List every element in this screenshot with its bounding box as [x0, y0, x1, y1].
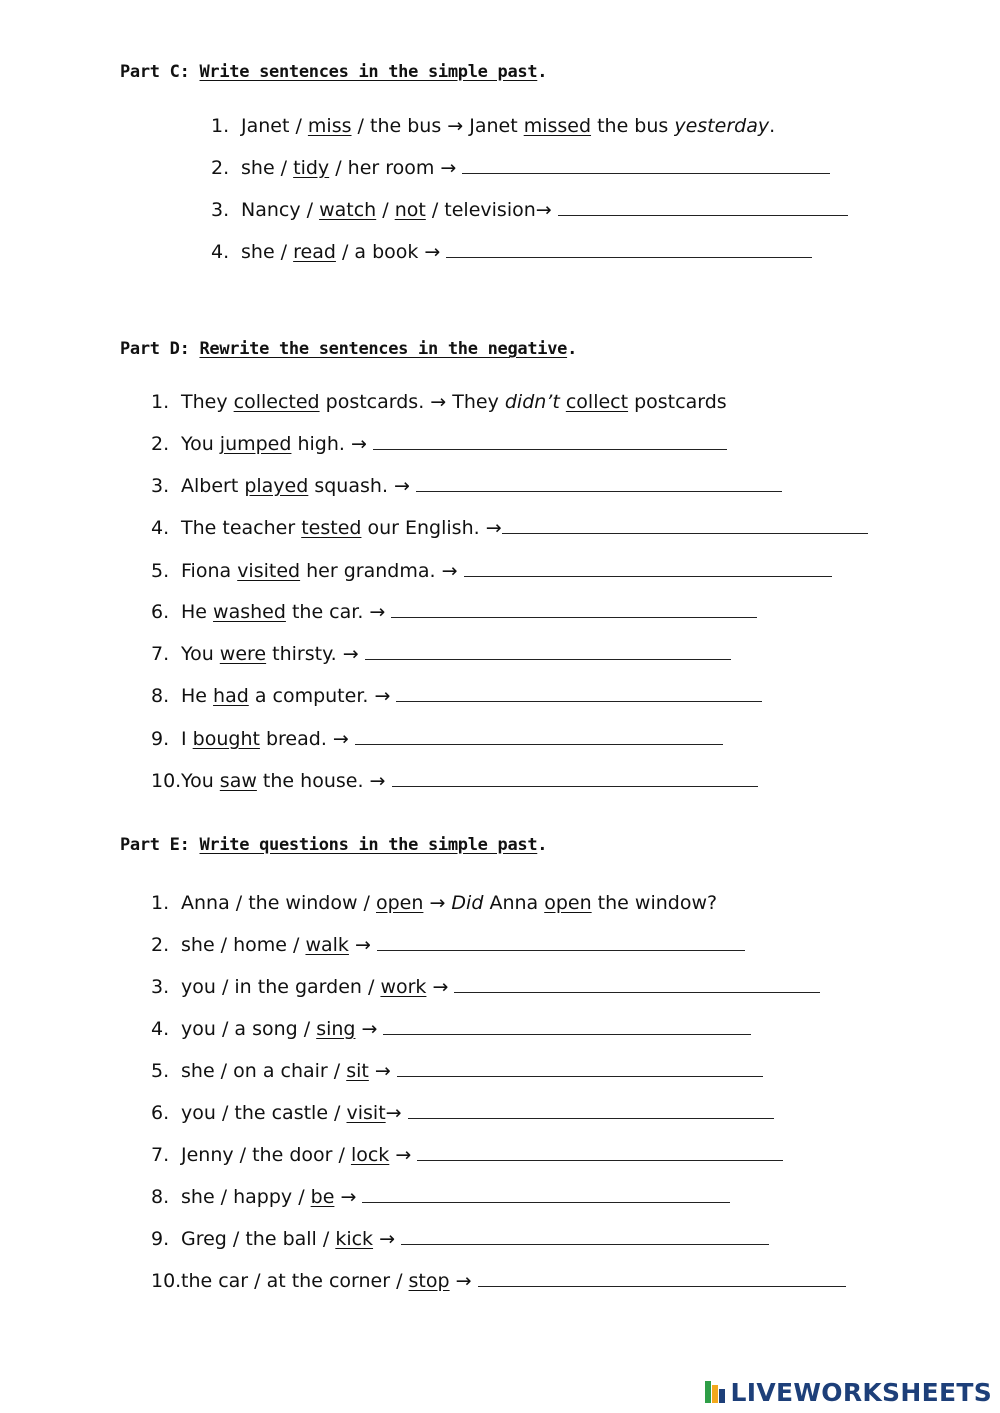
liveworksheets-logo-icon — [705, 1381, 727, 1403]
part-d-heading — [120, 339, 577, 359]
text-segment: thirsty. → — [266, 643, 365, 665]
item-number: 2. — [151, 433, 170, 455]
text-segment: / television→ — [425, 199, 558, 221]
text-segment: They — [181, 391, 234, 413]
verb-underlined: had — [213, 685, 249, 707]
text-segment: → — [348, 934, 377, 956]
verb-underlined: saw — [219, 770, 257, 792]
item-number: 4. — [151, 517, 170, 539]
text-segment: Janet / — [241, 115, 308, 137]
answer-blank[interactable] — [446, 240, 812, 258]
verb-underlined: visited — [237, 560, 301, 582]
item-number: 7. — [151, 1144, 170, 1166]
item-number: 1. — [151, 391, 170, 413]
text-segment: the car / at the corner / — [181, 1270, 409, 1292]
item-text — [181, 1143, 783, 1167]
item-text — [181, 769, 758, 793]
verb-underlined: tidy — [293, 157, 330, 179]
verb-underlined: watch — [319, 199, 377, 221]
text-italic: yesterday — [674, 115, 770, 137]
item-text — [181, 1059, 763, 1083]
text-segment: Jenny / the door / — [181, 1144, 351, 1166]
item-text — [181, 516, 868, 540]
answer-blank[interactable] — [408, 1101, 774, 1119]
text-segment: I — [181, 728, 193, 750]
text-segment: → — [368, 1060, 397, 1082]
text-segment: high. → — [291, 433, 373, 455]
text-segment: the bus — [591, 115, 675, 137]
item-text — [181, 600, 757, 624]
text-segment: You — [181, 433, 220, 455]
item-text — [241, 156, 830, 180]
item-text — [181, 933, 745, 957]
verb-underlined: jumped — [219, 433, 292, 455]
answer-blank[interactable] — [502, 516, 868, 534]
item-text — [181, 1101, 774, 1125]
part-d-label: Part D: — [120, 339, 190, 359]
answer-blank[interactable] — [392, 769, 758, 787]
item-text — [181, 432, 727, 456]
item-number: 9. — [151, 728, 170, 750]
text-segment: / the bus → Janet — [351, 115, 524, 137]
item-text — [181, 1227, 769, 1251]
answer-blank[interactable] — [396, 684, 762, 702]
part-d-period: . — [567, 339, 578, 359]
verb-underlined: washed — [213, 601, 286, 623]
text-segment: the house. → — [256, 770, 392, 792]
answer-blank[interactable] — [355, 727, 723, 745]
item-text — [181, 390, 727, 414]
item-text — [181, 559, 832, 583]
text-segment: Albert — [181, 475, 245, 497]
item-number: 3. — [151, 976, 170, 998]
answer-blank[interactable] — [478, 1269, 846, 1287]
item-number: 5. — [151, 1060, 170, 1082]
item-number: 10. — [151, 1270, 182, 1292]
verb-underlined: missed — [523, 115, 592, 137]
text-segment: Nancy / — [241, 199, 320, 221]
item-text — [181, 474, 782, 498]
item-number: 9. — [151, 1228, 170, 1250]
text-segment: The teacher — [181, 517, 302, 539]
item-text — [181, 1269, 846, 1293]
part-c-heading — [120, 62, 547, 82]
text-segment: → — [449, 1270, 478, 1292]
part-e-title: Write questions in the simple past — [199, 835, 538, 855]
item-number: 7. — [151, 643, 170, 665]
text-segment: squash. → — [308, 475, 416, 497]
part-e-heading — [120, 835, 547, 855]
text-segment: postcards. → They — [319, 391, 505, 413]
text-segment: bread. → — [259, 728, 355, 750]
verb-underlined: be — [310, 1186, 335, 1208]
text-segment: a computer. → — [248, 685, 397, 707]
verb-underlined: collected — [233, 391, 320, 413]
text-segment: → — [423, 892, 452, 914]
verb-underlined: stop — [408, 1270, 450, 1292]
verb-underlined: sit — [346, 1060, 369, 1082]
text-italic: Did — [451, 892, 484, 914]
text-segment: our English. → — [361, 517, 502, 539]
text-segment: postcards — [628, 391, 727, 413]
text-segment: she / happy / — [181, 1186, 311, 1208]
liveworksheets-logo — [705, 1379, 992, 1405]
answer-blank[interactable] — [377, 933, 745, 951]
item-number: 6. — [151, 1102, 170, 1124]
text-segment: her grandma. → — [300, 560, 464, 582]
text-segment: → — [373, 1228, 402, 1250]
answer-blank[interactable] — [462, 156, 830, 174]
text-segment: → — [355, 1018, 384, 1040]
item-number: 3. — [211, 199, 230, 221]
verb-underlined: lock — [350, 1144, 390, 1166]
answer-blank[interactable] — [558, 198, 848, 216]
verb-underlined: open — [376, 892, 424, 914]
verb-underlined: walk — [305, 934, 349, 956]
text-segment: you / the castle / — [181, 1102, 347, 1124]
answer-blank[interactable] — [365, 642, 731, 660]
text-segment: . — [769, 115, 776, 137]
item-number: 5. — [151, 560, 170, 582]
text-segment: → — [389, 1144, 418, 1166]
item-number: 1. — [151, 892, 170, 914]
answer-blank[interactable] — [391, 600, 757, 618]
part-d-title: Rewrite the sentences in the negative — [199, 339, 568, 359]
item-text — [181, 727, 723, 751]
item-text — [241, 198, 848, 222]
answer-blank[interactable] — [362, 1185, 730, 1203]
answer-blank[interactable] — [416, 474, 782, 492]
item-text — [181, 684, 762, 708]
verb-underlined: read — [293, 241, 336, 263]
answer-blank[interactable] — [383, 1017, 751, 1035]
text-segment: she / — [241, 157, 294, 179]
answer-blank[interactable] — [417, 1143, 783, 1161]
item-number: 4. — [211, 241, 230, 263]
text-segment: You — [181, 643, 220, 665]
verb-underlined: miss — [307, 115, 352, 137]
item-text — [181, 1185, 730, 1209]
item-number: 1. — [211, 115, 230, 137]
part-e-label: Part E: — [120, 835, 190, 855]
item-number: 6. — [151, 601, 170, 623]
text-segment: you / in the garden / — [181, 976, 381, 998]
item-text — [181, 891, 717, 915]
part-e-period: . — [537, 835, 548, 855]
text-segment: He — [181, 601, 214, 623]
text-segment: / her room → — [329, 157, 463, 179]
text-segment: Fiona — [181, 560, 238, 582]
verb-underlined: tested — [301, 517, 362, 539]
part-c-label: Part C: — [120, 62, 190, 82]
answer-blank[interactable] — [373, 432, 727, 450]
answer-blank[interactable] — [397, 1059, 763, 1077]
item-text — [241, 114, 775, 138]
text-segment: she / — [241, 241, 294, 263]
liveworksheets-brand: LIVEWORKSHEETS — [730, 1377, 992, 1407]
item-text — [181, 642, 731, 666]
part-c-period: . — [537, 62, 548, 82]
text-italic: didn’t — [504, 391, 560, 413]
item-number: 2. — [211, 157, 230, 179]
part-c-title: Write sentences in the simple past — [199, 62, 538, 82]
answer-blank[interactable] — [401, 1227, 769, 1245]
verb-underlined: played — [244, 475, 309, 497]
verb-underlined: open — [544, 892, 592, 914]
item-number: 10. — [151, 770, 182, 792]
text-segment: Greg / the ball / — [181, 1228, 336, 1250]
item-text — [241, 240, 812, 264]
verb-underlined: sing — [316, 1018, 356, 1040]
text-segment: she / home / — [181, 934, 306, 956]
item-number: 8. — [151, 685, 170, 707]
text-segment: the car. → — [285, 601, 392, 623]
text-segment: → — [334, 1186, 363, 1208]
verb-underlined: work — [380, 976, 427, 998]
text-segment: / — [376, 199, 395, 221]
item-text — [181, 1017, 751, 1041]
verb-underlined: collect — [565, 391, 629, 413]
text-segment: You — [181, 770, 220, 792]
verb-underlined: visit — [346, 1102, 386, 1124]
text-segment: she / on a chair / — [181, 1060, 347, 1082]
text-segment: He — [181, 685, 214, 707]
verb-underlined: were — [219, 643, 267, 665]
answer-blank[interactable] — [464, 559, 832, 577]
item-number: 8. — [151, 1186, 170, 1208]
answer-blank[interactable] — [454, 975, 820, 993]
text-segment: the window? — [591, 892, 718, 914]
text-segment: Anna / the window / — [181, 892, 376, 914]
verb-underlined: bought — [192, 728, 260, 750]
text-segment: / a book → — [335, 241, 447, 263]
text-segment: → — [426, 976, 455, 998]
item-number: 2. — [151, 934, 170, 956]
item-number: 4. — [151, 1018, 170, 1040]
verb-underlined: not — [394, 199, 426, 221]
text-segment: → — [385, 1102, 408, 1124]
text-segment: you / a song / — [181, 1018, 317, 1040]
item-text — [181, 975, 820, 999]
text-segment: Anna — [483, 892, 545, 914]
verb-underlined: kick — [335, 1228, 374, 1250]
item-number: 3. — [151, 475, 170, 497]
